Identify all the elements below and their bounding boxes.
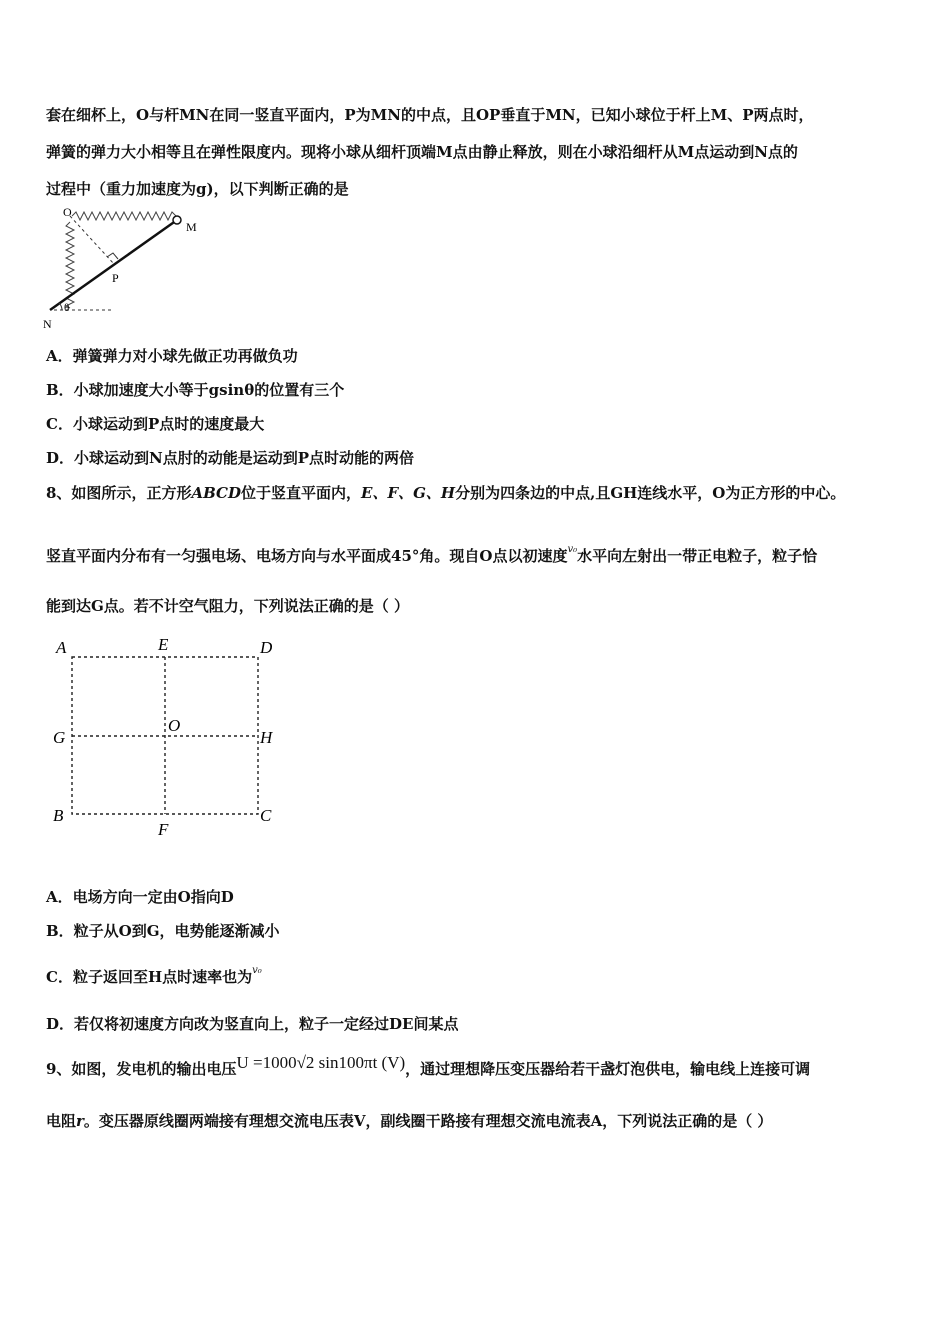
ball-at-m bbox=[173, 216, 181, 224]
q7-stem-line-3: 过程中（重力加速度为g)，以下判断正确的是 bbox=[46, 180, 349, 198]
q7-spring-rod-figure bbox=[40, 202, 220, 332]
q8-stem-line-3: 能到达G点。若不计空气阻力，下列说法正确的是（ ） bbox=[46, 597, 410, 615]
q8-option-d[interactable]: D．若仅将初速度方向改为竖直向上，粒子一定经过DE间某点 bbox=[46, 1015, 459, 1033]
q8-line2-b: 水平向左射出一带正电粒子，粒子恰 bbox=[577, 547, 818, 565]
q7-stem-line-2: 弹簧的弹力大小相等且在弹性限度内。现将小球从细杆顶端M点由静止释放，则在小球沿细杆从M点运动到N点的 bbox=[46, 143, 798, 161]
label-o: O bbox=[63, 205, 72, 219]
q9-stem-line-1 bbox=[46, 1053, 811, 1079]
q7-stem-line-1: 套在细杯上，O与杆MN在同一竖直平面内，P为MN的中点，且OP垂直于MN，已知小球位于杆上M、P两点时， bbox=[46, 106, 814, 124]
label-o: O bbox=[168, 716, 181, 735]
right-angle-mark bbox=[107, 253, 118, 259]
q8-abcd: ABCD bbox=[191, 484, 241, 502]
label-n: N bbox=[43, 317, 52, 331]
label-f: F bbox=[158, 820, 169, 839]
q9-line1-a: 9、如图，发电机的输出电压 bbox=[46, 1060, 237, 1078]
label-h: H bbox=[260, 728, 273, 747]
q8-option-c[interactable] bbox=[46, 966, 262, 987]
q8-square-figure bbox=[48, 633, 288, 843]
q8-stem-line-2 bbox=[46, 545, 817, 566]
label-m: M bbox=[186, 220, 197, 234]
label-b: B bbox=[53, 806, 64, 825]
q9-line2-b: 。变压器原线圈两端接有理想交流电压表V，副线圈干路接有理想交流电流表A，下列说法正确的是（ ） bbox=[83, 1112, 773, 1130]
label-theta: θ bbox=[64, 302, 70, 314]
q8-line1-c: 分别为四条边的中点,且GH连线水平，O为正方形的中心。 bbox=[455, 484, 846, 502]
label-a: A bbox=[56, 638, 67, 657]
q8-option-a[interactable]: A．电场方向一定由O指向D bbox=[46, 888, 234, 906]
q8-stem-line-1 bbox=[46, 482, 845, 503]
q9-line2-a: 电阻 bbox=[46, 1112, 77, 1130]
angle-arc bbox=[59, 303, 62, 310]
q8-efgh: E、F、G、H bbox=[361, 484, 456, 502]
horizontal-spring bbox=[72, 212, 176, 220]
q7-option-a[interactable]: A．弹簧弹力对小球先做正功再做负功 bbox=[46, 347, 298, 365]
q8-line1-b: 位于竖直平面内， bbox=[241, 484, 362, 502]
q8-option-c-text: C．粒子返回至H点时速率也为 bbox=[46, 968, 253, 986]
q9-r: r bbox=[76, 1112, 84, 1130]
q9-stem-line-2 bbox=[46, 1110, 772, 1131]
label-d: D bbox=[260, 638, 273, 657]
q8-option-c-v0: v₀ bbox=[252, 965, 262, 976]
q9-line1-b: ，通过理想降压变压器给若干盏灯泡供电，输电线上连接可调 bbox=[405, 1060, 811, 1078]
label-c: C bbox=[260, 806, 272, 825]
q7-option-d[interactable]: D．小球运动到N点肘的动能是运动到P点时动能的两倍 bbox=[46, 449, 415, 467]
q8-line2-a: 竖直平面内分布有一匀强电场、电场方向与水平面成45°角。现自O点以初速度 bbox=[46, 547, 568, 565]
label-p: P bbox=[112, 271, 119, 285]
q7-option-b[interactable]: B．小球加速度大小等于gsinθ的位置有三个 bbox=[46, 381, 345, 399]
label-g: G bbox=[53, 728, 66, 747]
q8-v0: v₀ bbox=[567, 544, 578, 555]
q9-formula: U =1000√2 sin100πt (V) bbox=[236, 1053, 406, 1072]
label-e: E bbox=[158, 635, 169, 654]
q8-line1-a: 8、如图所示，正方形 bbox=[46, 484, 192, 502]
q8-option-b[interactable]: B．粒子从O到G，电势能逐渐减小 bbox=[46, 922, 280, 940]
q7-option-c[interactable]: C．小球运动到P点时的速度最大 bbox=[46, 415, 265, 433]
